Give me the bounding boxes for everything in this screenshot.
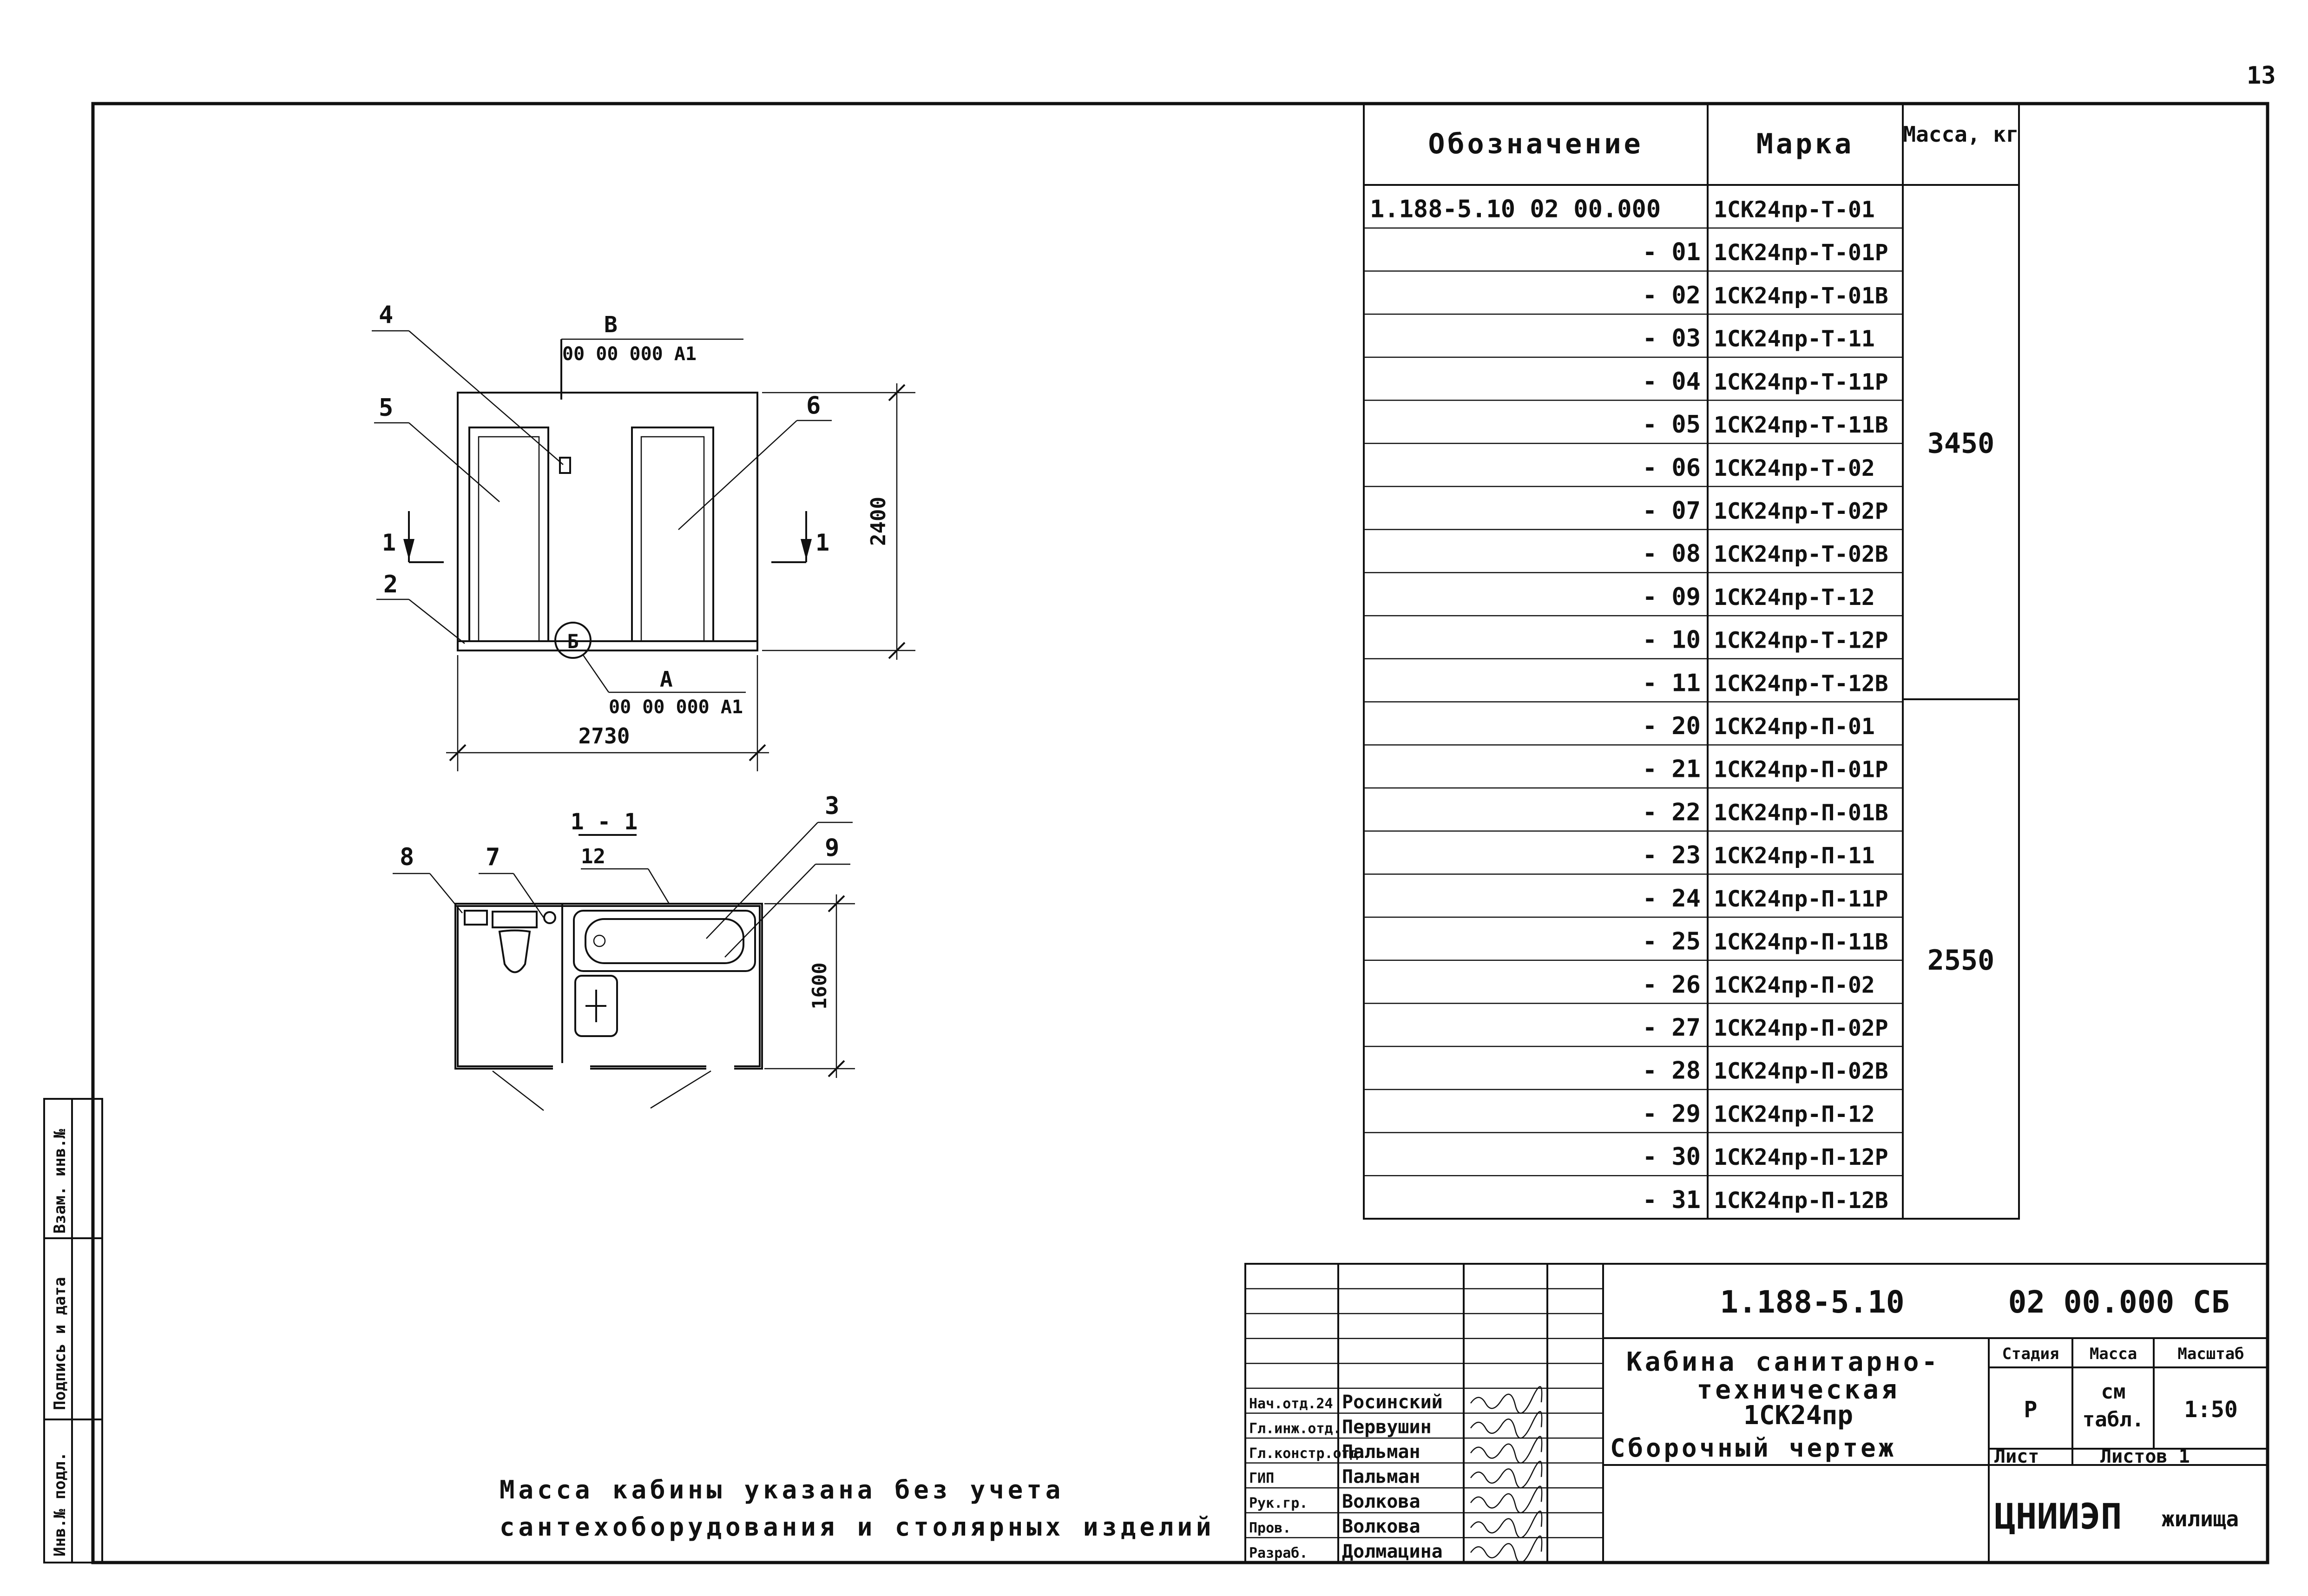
mass-header: Масса (2089, 1345, 2137, 1363)
dim-section-height: 1600 (808, 962, 831, 1010)
sheets-label: Листов 1 (2100, 1446, 2190, 1467)
mass-value-1: см (2101, 1380, 2126, 1404)
spec-row-designation: - 04 (1642, 368, 1701, 396)
title-line-2: техническая (1696, 1375, 1900, 1405)
spec-row-mark: 1СК24пр-П-12В (1714, 1187, 1888, 1214)
note-line-1: Масса кабины указана без учета (500, 1475, 1065, 1504)
header-mass: Масса, кг (1903, 122, 2019, 147)
spec-row-designation: - 31 (1642, 1186, 1701, 1214)
spec-row-designation: - 05 (1642, 411, 1701, 439)
dim-width: 2730 (578, 723, 630, 749)
callout-4: 4 (379, 301, 394, 329)
spec-row-designation: - 08 (1642, 540, 1701, 568)
staff-name: Волкова (1342, 1491, 1420, 1513)
outer-frame (93, 104, 2268, 1563)
spec-row-designation: - 06 (1642, 453, 1701, 482)
callout-7: 7 (486, 843, 500, 871)
spec-row-designation: - 21 (1642, 755, 1701, 783)
scale-header: Масштаб (2177, 1345, 2244, 1363)
scale-value: 1:50 (2184, 1397, 2238, 1423)
header-designation: Обозначение (1428, 128, 1644, 160)
section-title: 1 - 1 (570, 809, 638, 835)
spec-row-designation: - 03 (1642, 324, 1701, 353)
view-a-label: А (660, 667, 673, 692)
node-label: Б (567, 630, 579, 653)
spec-row-mark: 1СК24пр-Т-01Р (1714, 240, 1888, 266)
spec-row-mark: 1СК24пр-П-11В (1714, 929, 1888, 955)
staff-role: Гл.инж.отд. (1249, 1420, 1341, 1437)
side-stamp-sign: Подпись и дата (51, 1277, 69, 1410)
spec-row-mark: 1СК24пр-Т-11Р (1714, 369, 1888, 395)
spec-row-mark: 1СК24пр-П-12Р (1714, 1144, 1888, 1171)
staff-role: Рук.гр. (1249, 1495, 1308, 1512)
title-line-1: Кабина санитарно- (1626, 1347, 1940, 1377)
spec-row-mark: 1СК24пр-Т-02В (1714, 541, 1888, 568)
signature (1471, 1511, 1542, 1537)
staff-name: Волкова (1342, 1516, 1420, 1537)
callout-8: 8 (400, 843, 414, 871)
staff-name: Пальман (1342, 1466, 1420, 1488)
section-sub: 12 (581, 845, 605, 868)
spec-row-mark: 1СК24пр-Т-12 (1714, 584, 1875, 611)
spec-row-mark: 1СК24пр-П-11 (1714, 843, 1875, 869)
callout-2: 2 (383, 571, 398, 598)
organization: ЦНИИЭП (1994, 1496, 2122, 1537)
spec-table (1364, 104, 2019, 1219)
signature (1471, 1412, 1542, 1438)
spec-row-designation: - 28 (1642, 1057, 1701, 1085)
callout-3: 3 (825, 792, 840, 820)
signature (1471, 1536, 1542, 1563)
stage-header: Стадия (2002, 1345, 2059, 1363)
spec-row-designation: - 26 (1642, 971, 1701, 999)
staff-name: Долмацина (1342, 1541, 1443, 1563)
spec-row-designation: - 25 (1642, 927, 1701, 956)
spec-row-designation: - 23 (1642, 841, 1701, 870)
spec-row-mark: 1СК24пр-Т-02Р (1714, 498, 1888, 525)
spec-row-designation: - 11 (1642, 669, 1701, 697)
spec-row-designation: - 10 (1642, 626, 1701, 654)
spec-row-designation: - 02 (1642, 281, 1701, 309)
spec-row-mark: 1СК24пр-П-02Р (1714, 1015, 1888, 1041)
spec-row-mark: 1СК24пр-Т-12Р (1714, 627, 1888, 654)
spec-row-mark: 1СК24пр-П-01В (1714, 800, 1888, 826)
spec-row-mark: 1СК24пр-Т-01В (1714, 282, 1888, 309)
signature (1471, 1386, 1542, 1413)
title-line-3: 1СК24пр (1743, 1400, 1854, 1431)
staff-role: ГИП (1249, 1470, 1275, 1487)
spec-row-designation: - 27 (1642, 1013, 1701, 1042)
mass-value: 2550 (1927, 944, 1995, 977)
mass-value: 3450 (1927, 427, 1995, 460)
spec-row-designation: - 29 (1642, 1100, 1701, 1128)
signature (1471, 1486, 1542, 1513)
staff-role: Пров. (1249, 1520, 1291, 1537)
spec-row-designation: 1.188-5.10 02 00.000 (1370, 195, 1661, 223)
spec-row-designation: - 24 (1642, 884, 1701, 913)
sheet-number: 13 (2247, 62, 2276, 90)
dim-height: 2400 (867, 497, 890, 546)
signature (1471, 1437, 1542, 1463)
spec-row-mark: 1СК24пр-Т-12В (1714, 670, 1888, 697)
section-mark-left: 1 (382, 529, 396, 556)
spec-row-mark: 1СК24пр-П-01 (1714, 714, 1875, 740)
spec-row-designation: - 20 (1642, 712, 1701, 741)
header-mark: Марка (1756, 128, 1854, 160)
spec-row-mark: 1СК24пр-Т-01 (1714, 197, 1875, 223)
spec-row-mark: 1СК24пр-П-12 (1714, 1101, 1875, 1128)
signature (1471, 1461, 1542, 1488)
staff-name: Росинский (1342, 1391, 1443, 1413)
section-plan (393, 792, 855, 1110)
view-b-label: В (604, 312, 618, 338)
doc-type: Сборочный чертеж (1610, 1433, 1897, 1463)
stage-value: Р (2024, 1397, 2038, 1423)
doc-number: 02 00.000 СБ (2008, 1284, 2230, 1320)
staff-name: Первушин (1342, 1416, 1432, 1438)
spec-row-mark: 1СК24пр-Т-11В (1714, 412, 1888, 439)
spec-row-mark: 1СК24пр-Т-11 (1714, 326, 1875, 352)
side-stamp-replace: Взам. инв.№ (51, 1129, 69, 1234)
title-block (1245, 1264, 2268, 1563)
note-line-2: сантехоборудования и столярных изделий (500, 1512, 1215, 1542)
staff-name: Пальман (1342, 1441, 1420, 1463)
facade-view (372, 301, 915, 771)
spec-row-designation: - 07 (1642, 497, 1701, 525)
callout-6: 6 (806, 392, 821, 420)
staff-role: Разраб. (1249, 1545, 1308, 1562)
spec-row-designation: - 01 (1642, 238, 1701, 267)
spec-row-mark: 1СК24пр-П-02В (1714, 1058, 1888, 1084)
mass-value-2: табл. (2082, 1408, 2144, 1432)
view-b-ref: 00 00 000 А1 (562, 343, 697, 365)
doc-code: 1.188-5.10 (1720, 1284, 1905, 1320)
sheet-label: Лист (1994, 1446, 2039, 1467)
callout-9: 9 (825, 834, 840, 862)
spec-row-mark: 1СК24пр-П-11Р (1714, 886, 1888, 912)
view-a-ref: 00 00 000 А1 (609, 696, 743, 718)
callout-5: 5 (379, 394, 394, 422)
spec-row-designation: - 30 (1642, 1143, 1701, 1171)
side-stamp-inv: Инв.№ подл. (51, 1452, 69, 1557)
spec-row-mark: 1СК24пр-П-02 (1714, 972, 1875, 998)
organization-suffix: жилища (2162, 1506, 2239, 1531)
spec-row-mark: 1СК24пр-Т-02 (1714, 455, 1875, 481)
section-mark-right: 1 (815, 529, 830, 556)
spec-row-designation: - 09 (1642, 583, 1701, 611)
spec-row-mark: 1СК24пр-П-01Р (1714, 756, 1888, 783)
staff-role: Гл.констр.отд. (1249, 1445, 1367, 1462)
spec-row-designation: - 22 (1642, 798, 1701, 827)
staff-role: Нач.отд.24 (1249, 1395, 1333, 1412)
